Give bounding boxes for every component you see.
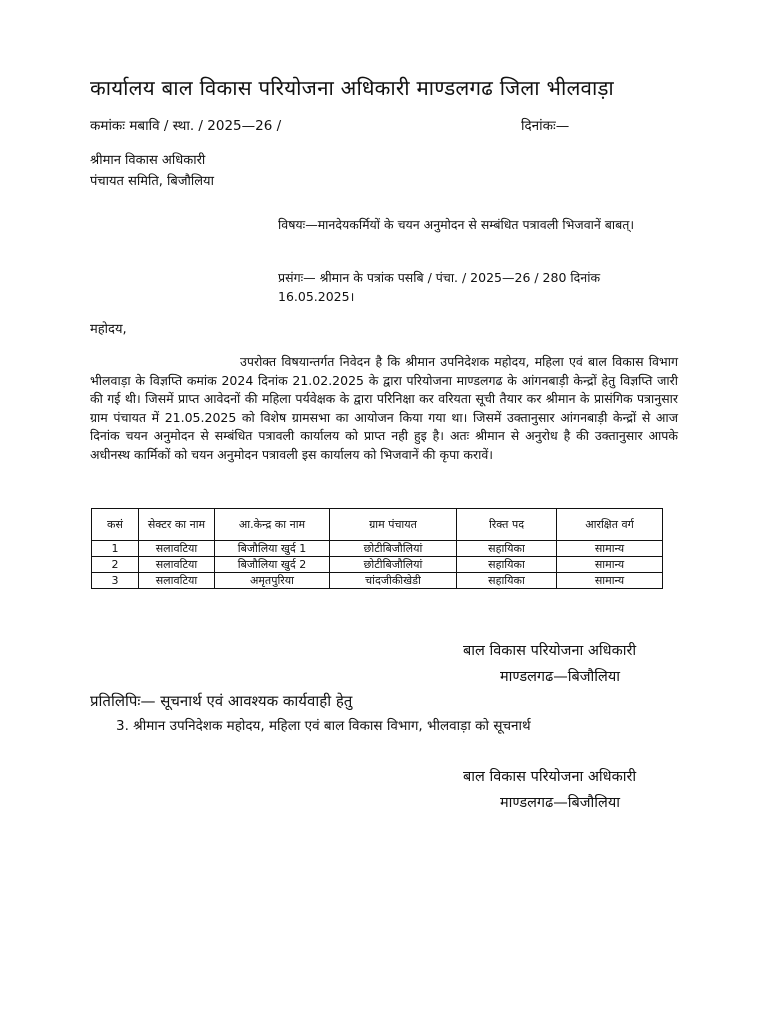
cell-sector: सलावटिया [139, 557, 215, 573]
cell-vacant-post: सहायिका [457, 557, 557, 573]
cell-reserved-category: सामान्य [557, 557, 663, 573]
subject-line: विषयः—मानदेयकर्मियों के चयन अनुमोदन से सम्बंधित पत्रावली भिजवानें बाबत्। [278, 217, 635, 232]
vacancy-table [91, 508, 663, 589]
cell-panchayat: छोटीबिजौलियां [330, 557, 457, 573]
cell-vacant-post: सहायिका [457, 541, 557, 557]
cell-center: बिजौलिया खुर्द 2 [215, 557, 330, 573]
copy-to-heading: प्रतिलिपिः— सूचनार्थ एवं आवश्यक कार्यवाही हेतु [90, 692, 353, 710]
copy-to-item: 3. श्रीमान उपनिदेशक महोदय, महिला एवं बाल विकास विभाग, भीलवाड़ा को सूचनार्थ [116, 718, 531, 734]
table-row [92, 573, 663, 589]
signature-location: माण्डलगढ—बिजौलिया [500, 669, 621, 685]
cell-sector: सलावटिया [139, 541, 215, 557]
date-label: दिनांकः— [521, 118, 570, 134]
reference-number: कमांकः मबावि / स्था. / 2025—26 / [90, 118, 282, 134]
signature-designation: बाल विकास परियोजना अधिकारी [463, 643, 637, 659]
table-body [92, 541, 663, 589]
table-row [92, 541, 663, 557]
letterhead-title: कार्यालय बाल विकास परियोजना अधिकारी माण्डलगढ जिला भीलवाड़ा [90, 76, 614, 100]
reference-line: प्रसंगः— श्रीमान के पत्रांक पसबि / पंचा. / 2025—26 / 280 दिनांक 16.05.2025। [278, 270, 601, 304]
header-reserved-category: आरक्षित वर्ग [557, 509, 663, 541]
table-row [92, 557, 663, 573]
header-panchayat: ग्राम पंचायत [330, 509, 457, 541]
header-sector: सेक्टर का नाम [139, 509, 215, 541]
cell-panchayat: चांदजीकीखेडी [330, 573, 457, 589]
header-serial: कसं [92, 509, 139, 541]
header-center: आ.केन्द्र का नाम [215, 509, 330, 541]
cell-panchayat: छोटीबिजौलियां [330, 541, 457, 557]
cell-center: बिजौलिया खुर्द 1 [215, 541, 330, 557]
cell-center: अमृतपुरिया [215, 573, 330, 589]
addressee-line-2: पंचायत समिति, बिजौलिया [90, 174, 214, 189]
addressee-line-1: श्रीमान विकास अधिकारी [90, 153, 206, 168]
cell-serial: 2 [92, 557, 139, 573]
table-header-row [92, 509, 663, 541]
signature-2-location: माण्डलगढ—बिजौलिया [500, 795, 621, 811]
cell-reserved-category: सामान्य [557, 573, 663, 589]
cell-serial: 1 [92, 541, 139, 557]
cell-vacant-post: सहायिका [457, 573, 557, 589]
cell-serial: 3 [92, 573, 139, 589]
salutation: महोदय, [90, 322, 127, 337]
body-paragraph: उपरोक्त विषयान्तर्गत निवेदन है कि श्रीमान उपनिदेशक महोदय, महिला एवं बाल विकास विभाग भीलवाड़ा के विज्ञप्ति कमांक 2024 दिनांक 21.02.2025 के द्वारा परियोजना माण्डलगढ के आंगनबाड़ी केन्द्रों हेतु विज्ञप्ति जारी की गई थी। जिसमें प्राप्त आवेदनों की महिला पर्यवेक्षक के द्वारा परिनिक्षा कर वरियता सूची तैयार कर श्रीमान के प्रासंगिक पत्रानुसार ग्राम पंचायत में 21.05.2025 को विशेष ग्रामसभा का आयोजन किया गया था। जिसमें उक्तानुसार आंगनबाड़ी केन्द्रों से आज दिनांक चयन अनुमोदन से सम्बंधित पत्रावली कार्यालय को प्राप्त नही हुइ है। अतः श्रीमान से अनुरोध है की उक्तानुसार आपके अधीनस्थ कार्मिकों को चयन अनुमोदन पत्रावली इस कार्यालय को भिजवानें की कृपा करावें। [90, 354, 678, 462]
cell-reserved-category: सामान्य [557, 541, 663, 557]
signature-2-designation: बाल विकास परियोजना अधिकारी [463, 769, 637, 785]
cell-sector: सलावटिया [139, 573, 215, 589]
header-vacant-post: रिक्त पद [457, 509, 557, 541]
